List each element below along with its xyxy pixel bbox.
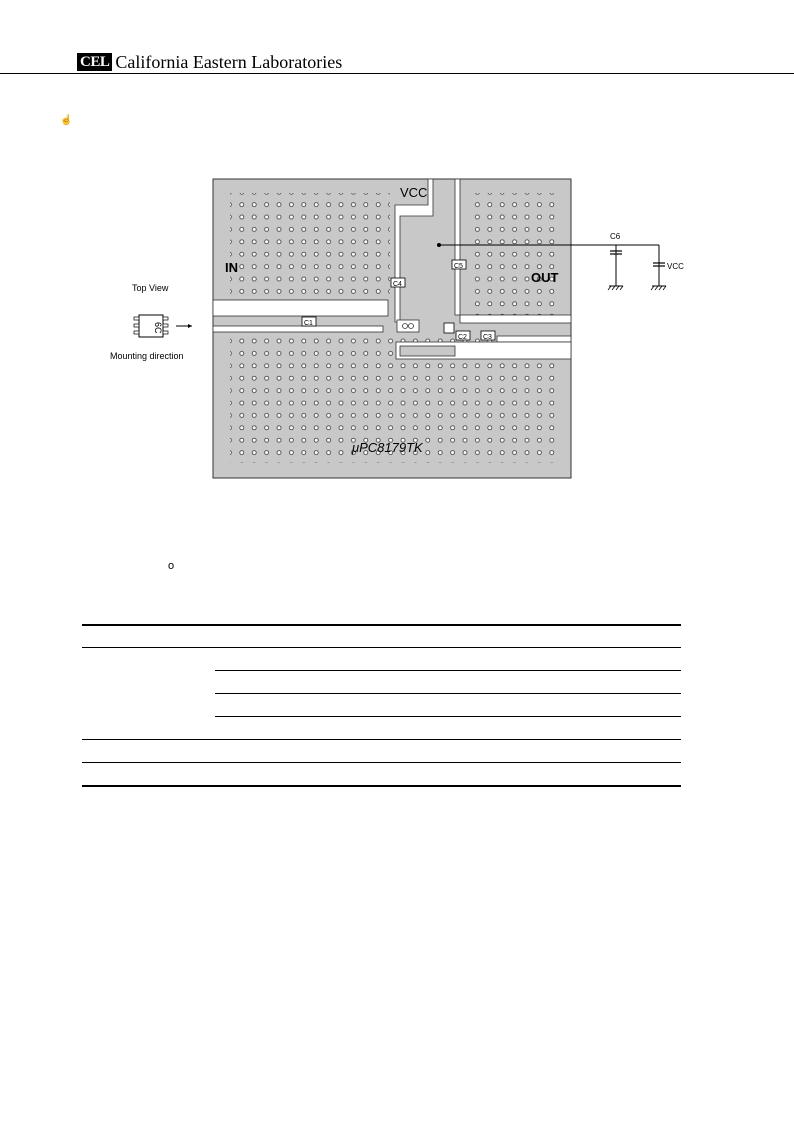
degree-mark: o [168, 560, 175, 572]
table-row [82, 763, 681, 787]
table-header-row [82, 625, 681, 648]
capacitor-c5-label: C5 [454, 263, 463, 270]
top-view-title: Top View [132, 283, 169, 293]
vcc-top-label: VCC [400, 185, 428, 200]
output-line-lower-gap [497, 336, 571, 342]
table-row [82, 648, 681, 671]
in-label: IN [225, 260, 238, 275]
input-line-lower-gap [213, 326, 383, 332]
input-line-upper-gap [213, 300, 388, 316]
bottom-pad [400, 346, 455, 356]
company-name: California Eastern Laboratories [115, 52, 343, 72]
via-grid-top-left [230, 193, 390, 297]
via-grid-top-right [470, 193, 555, 315]
vcc-bus-gap [455, 179, 460, 315]
package-marking: 6C [153, 322, 163, 334]
table-row [82, 740, 681, 763]
capacitor-c3-label: C3 [483, 334, 492, 341]
output-line-upper-gap [460, 315, 571, 323]
spec-table [82, 624, 681, 787]
inductor-pad [444, 323, 454, 333]
capacitor-c1-label: C1 [304, 320, 313, 327]
cel-logo: CEL [77, 53, 112, 71]
part-number-label: μPC8179TK [352, 440, 423, 455]
ic-footprint [397, 320, 419, 332]
capacitor-c4-label: C4 [393, 281, 402, 288]
hand-pointer-icon: ☝ [60, 115, 73, 126]
capacitor-c6-label: C6 [610, 232, 621, 241]
out-label: OUT [531, 270, 559, 285]
mounting-direction-caption: Mounting direction [110, 351, 184, 361]
vcc-right-label: VCC [667, 262, 684, 271]
capacitor-c2-label: C2 [458, 334, 467, 341]
